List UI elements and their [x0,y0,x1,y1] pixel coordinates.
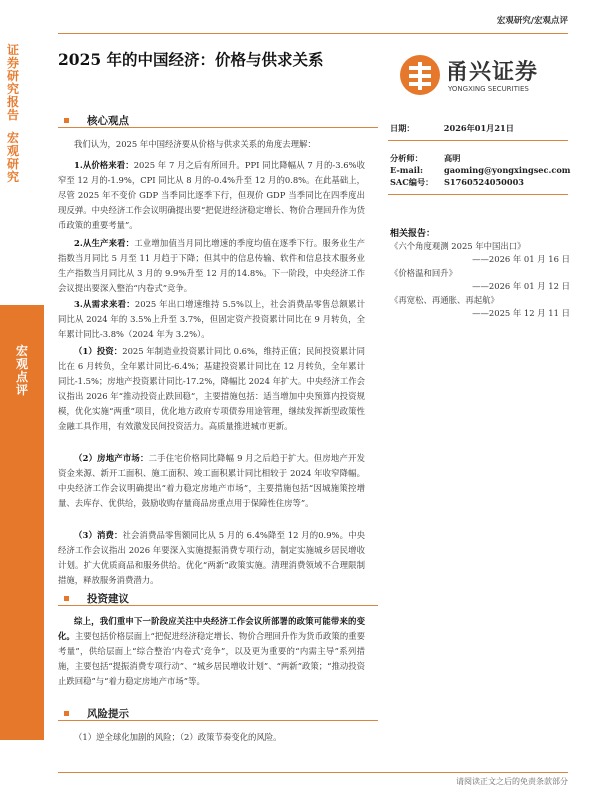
date-label: 日期： [390,123,415,133]
section-invest-heading [58,590,378,606]
risk-text: （1）逆全球化加剧的风险；（2）政策节奏变化的风险。 [74,732,282,742]
date-divider [388,140,568,141]
sidebar-char: 研 [6,157,19,171]
analyst-block [390,152,570,188]
demand-text: 2025 年出口增速维持 5.5%以上，社会消费品零售总额累计同比从 2024 年的 3.5%上升至 3.7%，但固定资产投资累计同比在 9 月转负，全年累计同比-3.8%（2024 年为 3.2%）。 [58,299,365,339]
sidebar-char: 证 [6,43,19,57]
sidebar-char: 点 [15,370,28,384]
sidebar-char: 报 [6,95,19,109]
sac-number: S1760524050003 [444,177,524,187]
price-lead: 1.从价格来看： [74,160,134,170]
date-value: 2026年01月21日 [443,123,514,133]
sidebar-char: 观 [6,144,19,158]
property-paragraph [58,451,365,511]
invest-text: 主要包括价格层面上“把促进经济稳定增长、物价合理回升作为货币政策的重要考量”，供给层面上“综合整治‘内卷式’竞争”，以及更为重要的“内需主导”系列措施，主要包括“提振消费专项行动”、“城乡居民增收计划”、“两新”政策；“推动投资止跌回稳”与“着力稳定房地产市场”等。 [58,631,366,686]
sidebar-char: 告 [6,108,19,122]
risk-paragraph [58,730,365,745]
section-risk-heading [58,705,378,721]
sidebar-char: 宏 [15,344,28,358]
related-report-item[interactable] [390,294,570,320]
demand-lead: 3.从需求来看： [74,299,135,309]
square-bullet-icon [64,711,69,716]
analyst-divider [388,194,568,195]
related-reports-title: 相关报告： [390,229,436,239]
sidebar-char: 究 [6,82,19,96]
sidebar-char: 观 [15,357,28,371]
price-text: 2025 年 7 月之后有所回升。PPI 同比降幅从 7 月的-3.6%收窄至 12 月的-1.9%，CPI 同比从 8 月的-0.4%升至 12 月的0.8%。在此基础上，尽管 2025 年不变价 GDP 当季同比逐季下行，但现价 GDP 当季同比在四季度出现反弹。中央经济工作会议明确提出要“把促进经济稳定增长、物价合理回升作为货币政策的重要考量”。 [58,160,365,230]
invest-paragraph [58,614,365,689]
footer-disclaimer: 请阅读正文之后的免责条款部分 [456,777,568,786]
sidebar-char: 研 [6,69,19,83]
production-lead: 2.从生产来看： [74,238,135,248]
email-label: E-mail: [390,165,424,175]
investment-text: 2025 年制造业投资累计同比 0.6%，维持正值；民间投资累计同比在 6 月转负，全年累计同比-6.4%；基建投资累计同比在 12 月转负，全年累计同比-1.5%；房地产投资累计同比-17.2%，降幅比 2024 年扩大。中央经济工作会议指出 2026 年“推动投资止跌回稳”，主要措施包括：适当增加中央预算内投资规模，优化实施“两重”项目，优化地方政府专项债券用途管理，继续发挥新型政策性金融工具作用，有效激发民间投资活力。高质量推进城市更新。 [58,346,365,431]
section-title: 核心观点 [87,114,129,127]
section-title: 投资建议 [87,592,129,605]
related-report-title[interactable]: 《价格温和回升》 [390,268,457,278]
header-divider [58,33,568,34]
price-paragraph [58,158,365,233]
invest-lead: 综上，我们重申下一阶段应关注中央经济工作会议所部署的政策可能带来的变化。 [58,616,365,641]
related-report-title[interactable]: 《再宽松、再通胀、再起航》 [390,295,499,305]
related-report-date: ——2026 年 01 月 16 日 [472,254,570,264]
analyst-label: 分析师： [390,153,423,163]
sidebar-char: 评 [15,383,28,397]
analyst-name: 高明 [444,153,461,163]
intro-paragraph [58,137,365,152]
related-report-item[interactable] [390,240,570,266]
footer-divider [58,772,568,773]
square-bullet-icon [64,118,69,123]
section-core-heading [58,112,378,128]
related-report-date: ——2025 年 12 月 11 日 [472,308,570,318]
square-bullet-icon [64,596,69,601]
date-row [390,123,514,134]
investment-lead: （1）投资： [74,346,123,356]
sidebar-char: 宏 [6,131,19,145]
logo-name: 甬兴证券 [446,60,539,85]
page-title: 2025 年的中国经济：价格与供求关系 [58,50,324,69]
logo-mark-icon [400,55,440,95]
sidebar-char: 究 [6,170,19,184]
property-lead: （2）房地产市场： [74,453,149,463]
consumption-paragraph [58,528,365,588]
logo-subtitle: YONGXING SECURITIES [448,85,529,93]
property-text: 二手住宅价格同比降幅 9 月之后趋于扩大。但房地产开发资金来源、新开工面积、施工面积、竣工面积累计同比相较于 2024 年收窄降幅。中央经济工作会议明确提出“着力稳定房地产市场”，主要措施包括“因城施策控增量、去库存、优供给，鼓励收购存量商品房重点用于保障性住房等”。 [58,453,366,508]
analyst-email[interactable]: gaoming@yongxingsec.com [444,165,571,175]
related-report-date: ——2026 年 01 月 12 日 [472,281,570,291]
consumption-lead: （3）消费： [74,530,123,540]
sidebar-char: 券 [6,56,19,70]
report-category: 宏观研究/宏观点评 [496,16,568,26]
sidebar-report-type [0,44,26,294]
related-report-item[interactable] [390,267,570,293]
intro-text: 我们认为，2025 年中国经济要从价格与供求关系的角度去理解： [74,139,316,149]
related-report-title[interactable]: 《六个角度观测 2025 年中国出口》 [390,241,526,251]
sidebar-category-box [0,305,44,740]
company-logo [400,55,570,100]
consumption-text: 社会消费品零售额同比从 5 月的 6.4%降至 12 月的0.9%。中央经济工作会议指出 2026 年要深入实施提振消费专项行动，制定实施城乡居民增收计划。扩大优质商品和服务供给。优化“两新”政策实施。清理消费领域不合理限制措施，释放服务消费潜力。 [58,530,366,585]
production-text: 工业增加值当月同比增速的季度均值在逐季下行。服务业生产指数当月同比 5 月至 11 月趋于下降；但其中的信息传输、软件和信息技术服务业生产指数当月同比从 3 月的 9.9%升至 12 月的14.8%。下一阶段，中央经济工作会议提出要深入整治“内卷式”竞争。 [58,238,366,293]
production-paragraph [58,236,365,296]
section-title: 风险提示 [87,707,129,720]
investment-paragraph [58,344,365,434]
sac-label: SAC编号： [390,177,434,187]
demand-paragraph [58,297,365,342]
